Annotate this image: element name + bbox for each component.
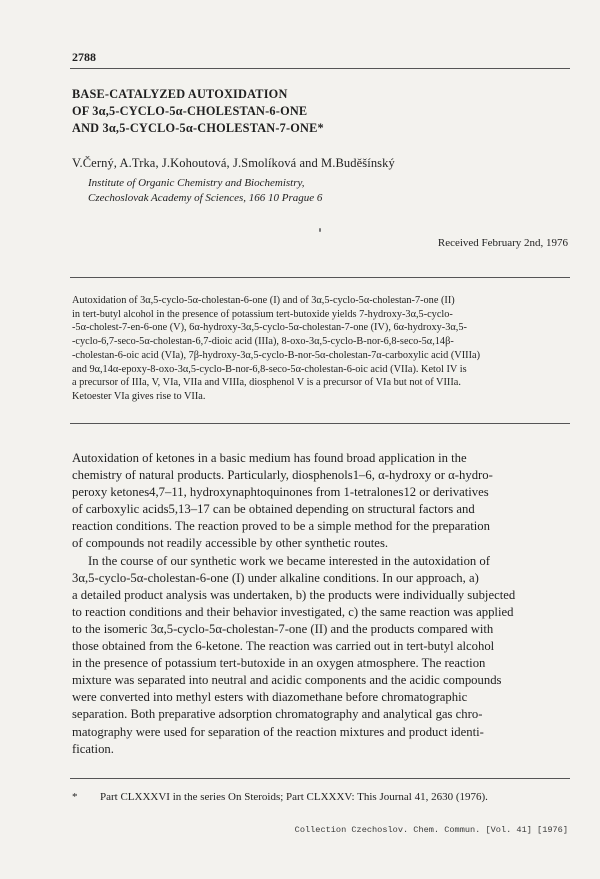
abstract-top-rule	[70, 277, 570, 278]
title-line: BASE-CATALYZED AUTOXIDATION	[72, 87, 288, 101]
body-line: a detailed product analysis was undertaken, b) the products were individually subjected	[72, 587, 516, 602]
body-line: in the presence of potassium tert-butoxide in an oxygen atmosphere. The reaction	[72, 656, 486, 671]
abstract-line: Autoxidation of 3α,5-cyclo-5α-cholestan-6-one (I) and of 3α,5-cyclo-5α-cholestan-7-one (II)	[72, 295, 455, 306]
abstract	[72, 294, 569, 404]
body-line: chemistry of natural products. Particularly, diosphenols1–6, α-hydroxy or α-hydro-	[72, 468, 493, 483]
body-line: 3α,5-cyclo-5α-cholestan-6-one (I) under alkaline conditions. In our approach, a)	[72, 570, 479, 585]
body-line: fication.	[72, 741, 114, 756]
page-number: 2788	[72, 50, 96, 64]
abstract-line: and 9α,14α-epoxy-8-oxo-3α,5-cyclo-B-nor-6,8-seco-5α-cholestan-6-oic acid (VIIa). Ketol IV is	[72, 363, 467, 375]
received-date: Received February 2nd, 1976	[437, 237, 568, 249]
print-speck	[319, 228, 321, 232]
body-line: matography were used for separation of the reaction mixtures and product identi-	[72, 724, 484, 739]
body-line: of carboxylic acids5,13–17 can be obtained depending on structural factors and	[72, 502, 475, 517]
footnote-text: Part CLXXXVI in the series On Steroids; Part CLXXXV: This Journal 41, 2630 (1976).	[100, 791, 488, 803]
body-line: separation. Both preparative adsorption chromatography and analytical gas chro-	[72, 707, 483, 722]
body-line: In the course of our synthetic work we became interested in the autoxidation of	[88, 553, 490, 568]
abstract-line: a precursor of IIIa, V, VIa, VIIa and VIIIa, diosphenol V is a precursor of VIa but not of VIIIa.	[72, 377, 461, 389]
body-line: to reaction conditions and their behavior investigated, c) the same reaction was applied	[72, 604, 514, 619]
title-line: OF 3α,5-CYCLO-5α-CHOLESTAN-6-ONE	[72, 104, 308, 118]
abstract-line: -5α-cholest-7-en-6-one (V), 6α-hydroxy-3α,5-cyclo-5α-cholestan-7-one (IV), 6α-hydroxy-3α,5-	[72, 322, 467, 334]
abstract-bottom-rule	[70, 423, 570, 424]
footnote-rule	[70, 778, 570, 779]
body-line: mixture was separated into neutral and acidic components and the acidic compounds	[72, 673, 502, 688]
body-line: to the isomeric 3α,5-cyclo-5α-cholestan-7-one (II) and the products compared with	[72, 621, 494, 636]
body-line: reaction conditions. The reaction proved to be a simple method for the preparation	[72, 519, 490, 534]
abstract-line: in tert-butyl alcohol in the presence of potassium tert-butoxide yields 7-hydroxy-3α,5-cyclo-	[72, 308, 453, 320]
affiliation-line: Czechoslovak Academy of Sciences, 166 10 Prague 6	[88, 192, 323, 204]
author-list: V.Černý, A.Trka, J.Kohoutová, J.Smolíková and M.Buděšínský	[72, 156, 395, 170]
footnote-mark: *	[72, 791, 78, 803]
body-text	[72, 450, 569, 758]
abstract-line: -cholestan-6-oic acid (VIa), 7β-hydroxy-3α,5-cyclo-B-nor-5α-cholestan-7α-carboxylic acid (VIIIa)	[72, 349, 481, 361]
header-rule	[70, 68, 570, 69]
body-line: those obtained from the 6-ketone. The reaction was carried out in tert-butyl alcohol	[72, 639, 495, 654]
abstract-line: -cyclo-6,7-seco-5α-cholestan-6,7-dioic acid (IIIa), 8-oxo-3α,5-cyclo-B-nor-6,8-seco-5α,14β-	[72, 336, 454, 348]
body-line: were converted into methyl esters with diazomethane before chromatographic	[72, 690, 468, 705]
body-line: of compounds not readily accessible by other synthetic routes.	[72, 536, 389, 551]
footnote	[72, 791, 488, 803]
article-title	[72, 86, 552, 137]
abstract-line: Ketoester VIa gives rise to VIIa.	[72, 390, 206, 402]
title-line: AND 3α,5-CYCLO-5α-CHOLESTAN-7-ONE*	[72, 121, 324, 135]
body-line: Autoxidation of ketones in a basic medium has found broad application in the	[72, 451, 467, 465]
affiliation	[88, 176, 322, 206]
affiliation-line: Institute of Organic Chemistry and Biochemistry,	[88, 177, 305, 189]
body-line: peroxy ketones4,7–11, hydroxynaphtoquinones from 1-tetralones12 or derivatives	[72, 485, 489, 500]
journal-footer: Collection Czechoslov. Chem. Commun. [Vol. 41] [1976]	[294, 825, 568, 835]
